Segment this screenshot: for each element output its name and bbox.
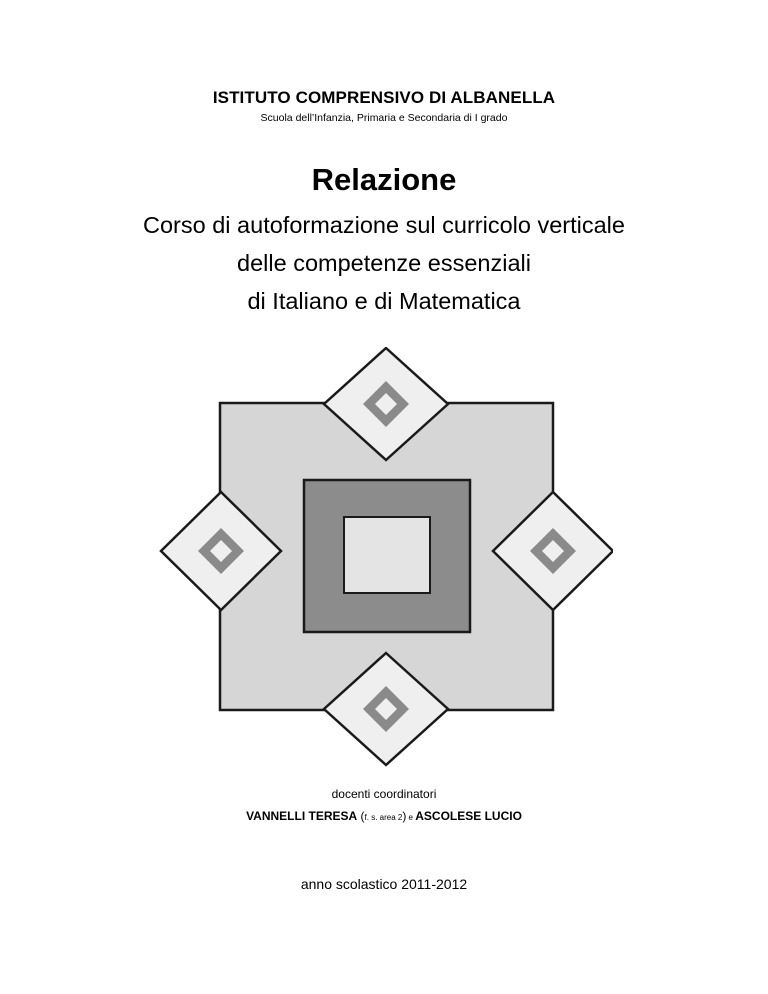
course-title-line-1: Corso di autoformazione sul curricolo verticale bbox=[143, 212, 625, 238]
course-title-line-3: di Italiano e di Matematica bbox=[247, 288, 521, 314]
school-subtitle: Scuola dell’Infanzia, Primaria e Secondaria di I grado bbox=[260, 112, 508, 124]
school-year: anno scolastico 2011-2012 bbox=[300, 876, 468, 892]
paren-close: ) bbox=[402, 809, 407, 823]
coordinator-name-1: VANNELLI TERESA bbox=[246, 809, 358, 823]
coordinator-name-2: ASCOLESE LUCIO bbox=[415, 809, 522, 823]
coordinators-label: docenti coordinatori bbox=[331, 787, 437, 801]
coordinator-role-1: f. s. area 2 bbox=[364, 813, 403, 822]
decorative-emblem bbox=[158, 347, 613, 767]
course-title-line-2: delle competenze essenziali bbox=[237, 250, 531, 276]
document-title: Relazione bbox=[311, 162, 457, 197]
conjunction: e bbox=[406, 813, 416, 822]
school-name: ISTITUTO COMPRENSIVO DI ALBANELLA bbox=[212, 88, 556, 107]
coordinators-names bbox=[0, 809, 768, 823]
emblem-inner-square bbox=[344, 517, 430, 593]
paren-open: ( bbox=[357, 809, 365, 823]
